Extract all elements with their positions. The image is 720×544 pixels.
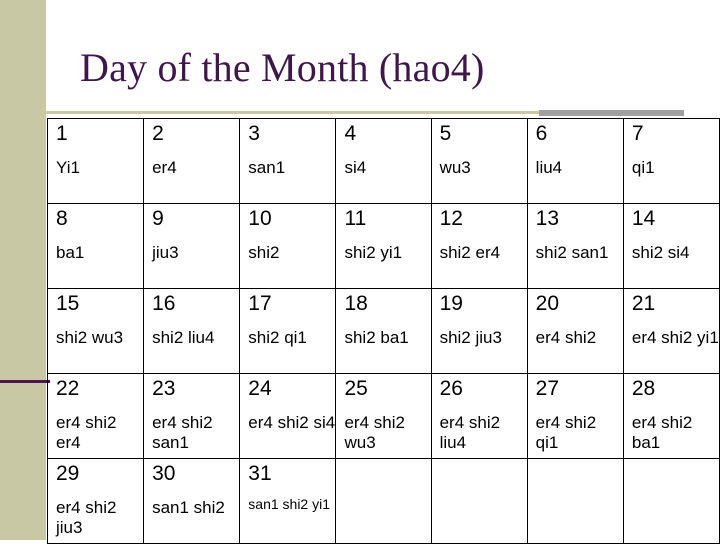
- day-number: 30: [152, 462, 176, 485]
- day-number: 1: [56, 122, 68, 145]
- day-pinyin: san1: [248, 158, 286, 177]
- day-number: 15: [56, 292, 80, 315]
- day-cell: [336, 289, 431, 374]
- page-title: Day of the Month (hao4): [80, 45, 485, 90]
- day-cell: [48, 204, 144, 289]
- day-cell: [240, 289, 336, 374]
- empty-day-cell: [623, 459, 719, 544]
- day-pinyin: er4 shi2 jiu3: [56, 498, 117, 537]
- day-number: 22: [56, 377, 80, 400]
- day-pinyin: shi2: [248, 243, 280, 262]
- day-cell: [144, 289, 240, 374]
- day-pinyin: shi2 er4: [439, 243, 501, 262]
- day-cell: [527, 289, 623, 374]
- day-number: 18: [344, 292, 368, 315]
- day-pinyin: Yi1: [56, 158, 80, 177]
- day-pinyin: shi2 yi1: [344, 243, 403, 262]
- day-cell: [240, 374, 336, 459]
- day-cell: [336, 119, 431, 204]
- day-pinyin: ba1: [56, 243, 85, 262]
- day-number: 11: [344, 207, 367, 230]
- day-pinyin: shi2 ba1: [344, 328, 409, 347]
- calendar-week-row: [48, 204, 720, 289]
- empty-day-cell: [527, 459, 623, 544]
- day-number: 27: [535, 377, 560, 400]
- purple-accent-line: [0, 380, 50, 383]
- day-number: 3: [248, 122, 260, 145]
- day-number: 13: [535, 207, 560, 230]
- day-cell: [144, 459, 240, 544]
- day-pinyin: si4: [344, 158, 367, 177]
- day-pinyin: er4 shi2 ba1: [631, 413, 693, 452]
- empty-day-cell: [431, 459, 527, 544]
- day-number: 26: [439, 377, 463, 400]
- day-cell: [431, 374, 527, 459]
- day-pinyin: shi2 si4: [631, 243, 690, 262]
- day-pinyin: er4 shi2 qi1: [535, 413, 597, 452]
- day-cell: [48, 119, 144, 204]
- day-pinyin: er4 shi2 liu4: [439, 413, 501, 452]
- day-pinyin: liu4: [535, 158, 563, 177]
- day-number: 14: [631, 207, 656, 230]
- day-number: 5: [439, 122, 452, 145]
- day-number: 16: [152, 292, 176, 315]
- day-pinyin: er4 shi2 er4: [56, 413, 117, 452]
- day-pinyin: er4: [152, 158, 177, 177]
- day-number: 23: [152, 377, 176, 400]
- day-cell: [527, 374, 623, 459]
- day-number: 28: [631, 377, 656, 400]
- day-pinyin: er4 shi2 san1: [152, 413, 213, 452]
- day-cell: [431, 204, 527, 289]
- day-cell: [144, 119, 240, 204]
- title-underline: [22, 111, 562, 114]
- day-cell: [623, 289, 719, 374]
- calendar-week-row: [48, 119, 720, 204]
- day-pinyin: shi2 wu3: [56, 328, 124, 347]
- calendar-week-row: [48, 289, 720, 374]
- day-cell: [336, 204, 431, 289]
- day-number: 12: [439, 207, 463, 230]
- day-cell: [144, 204, 240, 289]
- day-pinyin: er4 shi2: [535, 328, 597, 347]
- day-number: 8: [56, 207, 68, 230]
- day-pinyin: er4 shi2 yi1: [631, 328, 719, 347]
- day-pinyin: san1 shi2: [152, 498, 225, 517]
- day-cell: [623, 374, 719, 459]
- day-pinyin: er4 shi2 si4: [248, 413, 336, 432]
- day-number: 21: [631, 292, 656, 315]
- day-number: 31: [248, 462, 272, 485]
- day-cell: [336, 374, 431, 459]
- day-pinyin: shi2 liu4: [152, 328, 215, 347]
- day-cell: [48, 374, 144, 459]
- grey-accent-bar: [539, 110, 684, 116]
- day-pinyin: shi2 qi1: [248, 328, 307, 347]
- day-number: 20: [535, 292, 560, 315]
- day-number: 25: [344, 377, 368, 400]
- day-cell: [144, 374, 240, 459]
- calendar-week-row: [48, 374, 720, 459]
- day-number: 10: [248, 207, 272, 230]
- day-number: 4: [344, 122, 357, 145]
- day-cell: [431, 289, 527, 374]
- day-pinyin: shi2 san1: [535, 243, 609, 262]
- day-cell: [240, 204, 336, 289]
- calendar-table: [47, 118, 720, 544]
- day-pinyin: qi1: [631, 158, 655, 177]
- day-cell: [48, 289, 144, 374]
- calendar-week-row: [48, 459, 720, 544]
- day-cell: [527, 204, 623, 289]
- day-pinyin: wu3: [439, 158, 471, 177]
- empty-day-cell: [336, 459, 431, 544]
- day-cell: [240, 119, 336, 204]
- day-pinyin: san1 shi2 yi1: [248, 496, 330, 512]
- day-cell: [48, 459, 144, 544]
- day-number: 24: [248, 377, 272, 400]
- left-sidebar-bar: [0, 0, 46, 540]
- day-cell: [240, 459, 336, 544]
- day-number: 17: [248, 292, 272, 315]
- day-cell: [623, 119, 719, 204]
- day-number: 9: [152, 207, 164, 230]
- day-cell: [623, 204, 719, 289]
- day-pinyin: er4 shi2 wu3: [344, 413, 405, 452]
- day-number: 6: [535, 122, 548, 145]
- day-cell: [431, 119, 527, 204]
- day-cell: [527, 119, 623, 204]
- day-number: 2: [152, 122, 164, 145]
- day-pinyin: jiu3: [152, 243, 179, 262]
- day-number: 7: [631, 122, 644, 145]
- day-number: 19: [439, 292, 463, 315]
- day-pinyin: shi2 jiu3: [439, 328, 502, 347]
- day-number: 29: [56, 462, 80, 485]
